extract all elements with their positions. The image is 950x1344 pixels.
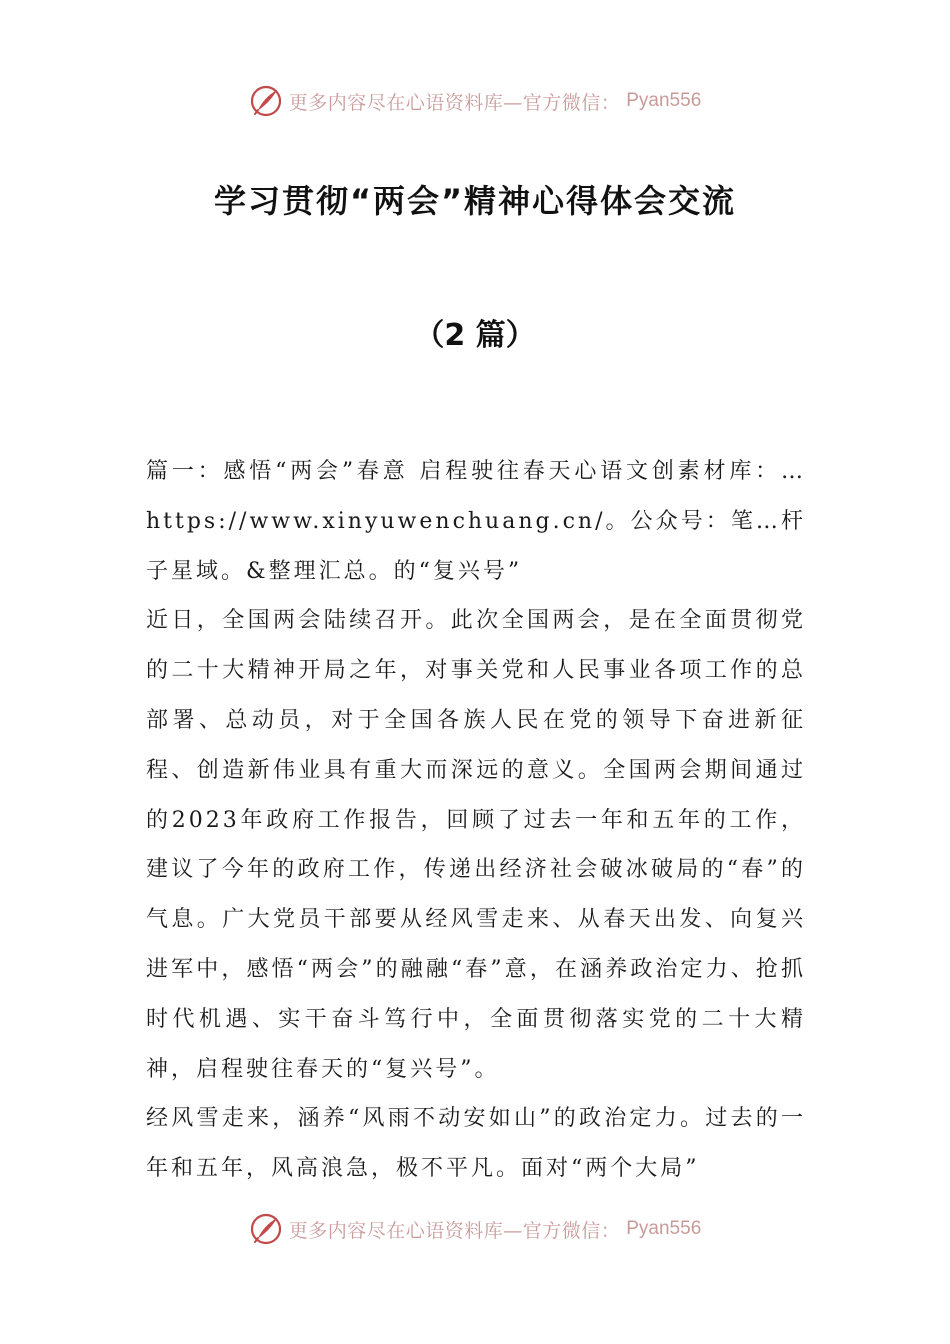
footer-watermark — [0, 1212, 950, 1246]
header-watermark — [0, 84, 950, 118]
document-subtitle: （2 篇） — [414, 318, 536, 353]
feather-pen-logo-icon — [249, 84, 283, 118]
watermark-text: 更多内容尽在心语资料库—官方微信： — [288, 1219, 621, 1242]
watermark-wechat-id: Pyan556 — [626, 1218, 702, 1239]
document-body — [146, 447, 806, 1194]
paragraph-intro: 篇一：感悟“两会”春意 启程驶往春天心语文创素材库：…https://www.xinyuwenchuang.cn/。公众号：笔…杆子星域。&整理汇总。的“复兴号” — [146, 459, 806, 584]
paragraph-1: 近日，全国两会陆续召开。此次全国两会，是在全面贯彻党的二十大精神开局之年，对事关党和人民事业各项工作的总部署、总动员，对于全国各族人民在党的领导下奋进新征程、创造新伟业具有重大而深远的意义。全国两会期间通过的2023年政府工作报告，回顾了过去一年和五年的工作，建议了今年的政府工作，传递出经济社会破冰破局的“春”的气息。广大党员干部要从经风雪走来、从春天出发、向复兴进军中，感悟“两会”的融融“春”意，在涵养政治定力、抢抓时代机遇、实干奋斗笃行中，全面贯彻落实党的二十大精神，启程驶往春天的“复兴号”。 — [146, 608, 806, 1082]
feather-pen-logo-icon — [249, 1212, 283, 1246]
document-title: 学习贯彻“两会”精神心得体会交流 — [213, 182, 737, 220]
watermark-wechat-id: Pyan556 — [626, 90, 702, 111]
paragraph-2: 经风雪走来，涵养“风雨不动安如山”的政治定力。过去的一年和五年，风高浪急，极不平凡。面对“两个大局” — [146, 1106, 806, 1182]
watermark-text: 更多内容尽在心语资料库—官方微信： — [288, 91, 621, 114]
